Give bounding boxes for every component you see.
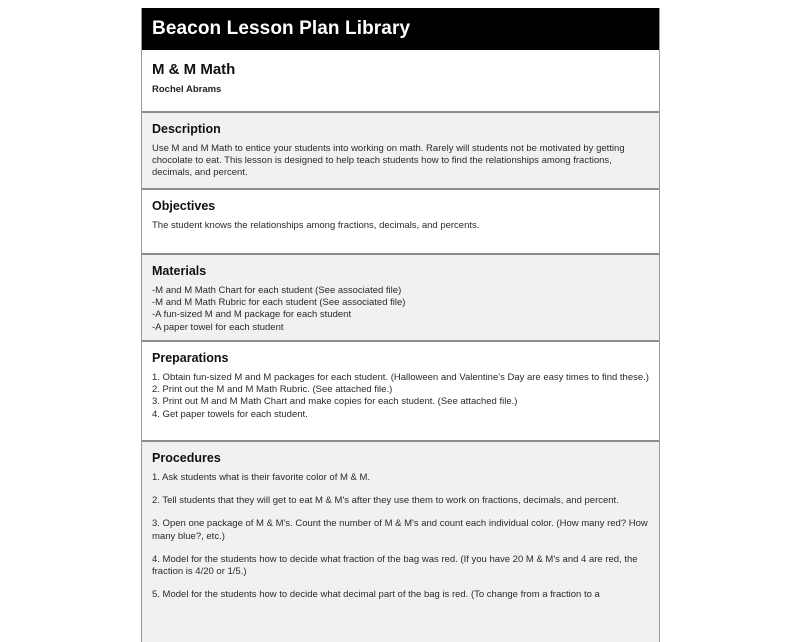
section-procedures <box>142 442 659 642</box>
procedure-step: 1. Ask students what is their favorite color of M & M. <box>152 472 371 483</box>
list-item: -A fun-sized M and M package for each student <box>152 309 352 321</box>
procedure-step: 5. Model for the students how to decide what decimal part of the bag is red. (To change from a fraction to a <box>152 589 600 601</box>
section-heading: Description <box>152 122 221 136</box>
section-preparations <box>142 342 659 442</box>
section-heading: Preparations <box>152 351 229 365</box>
site-header <box>142 8 659 50</box>
list-item: -M and M Math Rubric for each student (See associated file) <box>152 297 406 309</box>
section-heading: Objectives <box>152 199 216 213</box>
objectives-text: The student knows the relationships among fractions, decimals, and percents. <box>152 220 480 231</box>
procedure-step: 4. Model for the students how to decide what fraction of the bag was red. (If you have 20 M & M's and 4 are red, the fraction is 4/20 or 1/5.) <box>152 553 638 578</box>
site-title: Beacon Lesson Plan Library <box>152 18 411 39</box>
description-text: Use M and M Math to entice your students into working on math. Rarely will students not be motivated by getting chocolate to eat. This lesson is designed to help teach students how to find the relationships among fractions, decimals, and percent. <box>152 143 625 179</box>
list-item: 1. Obtain fun-sized M and M packages for each student. (Halloween and Valentine's Day are easy times to find these.) <box>152 372 649 383</box>
lesson-page <box>141 8 660 642</box>
list-item: -M and M Math Chart for each student (See associated file) <box>152 285 402 296</box>
list-item: 4. Get paper towels for each student. <box>152 408 308 420</box>
section-description <box>142 113 659 190</box>
materials-list <box>152 285 649 334</box>
section-objectives <box>142 190 659 255</box>
section-heading: Materials <box>152 264 207 278</box>
section-materials <box>142 255 659 342</box>
procedure-step: 3. Open one package of M & M's. Count the number of M & M's and count each individual color. (How many red? How many blue?, etc.) <box>152 518 648 542</box>
list-item: 3. Print out M and M Math Chart and make copies for each student. (See attached file.) <box>152 396 518 408</box>
preparations-list <box>152 372 649 421</box>
lesson-author: Rochel Abrams <box>152 84 222 95</box>
procedure-step: 2. Tell students that they will get to eat M & M's after they use them to work on fractions, decimals, and percent. <box>152 495 619 507</box>
list-item: 2. Print out the M and M Math Rubric. (See attached file.) <box>152 384 393 396</box>
lesson-title-block <box>142 50 659 113</box>
list-item: -A paper towel for each student <box>152 321 284 333</box>
section-heading: Procedures <box>152 451 221 465</box>
lesson-title: M & M Math <box>152 61 236 78</box>
